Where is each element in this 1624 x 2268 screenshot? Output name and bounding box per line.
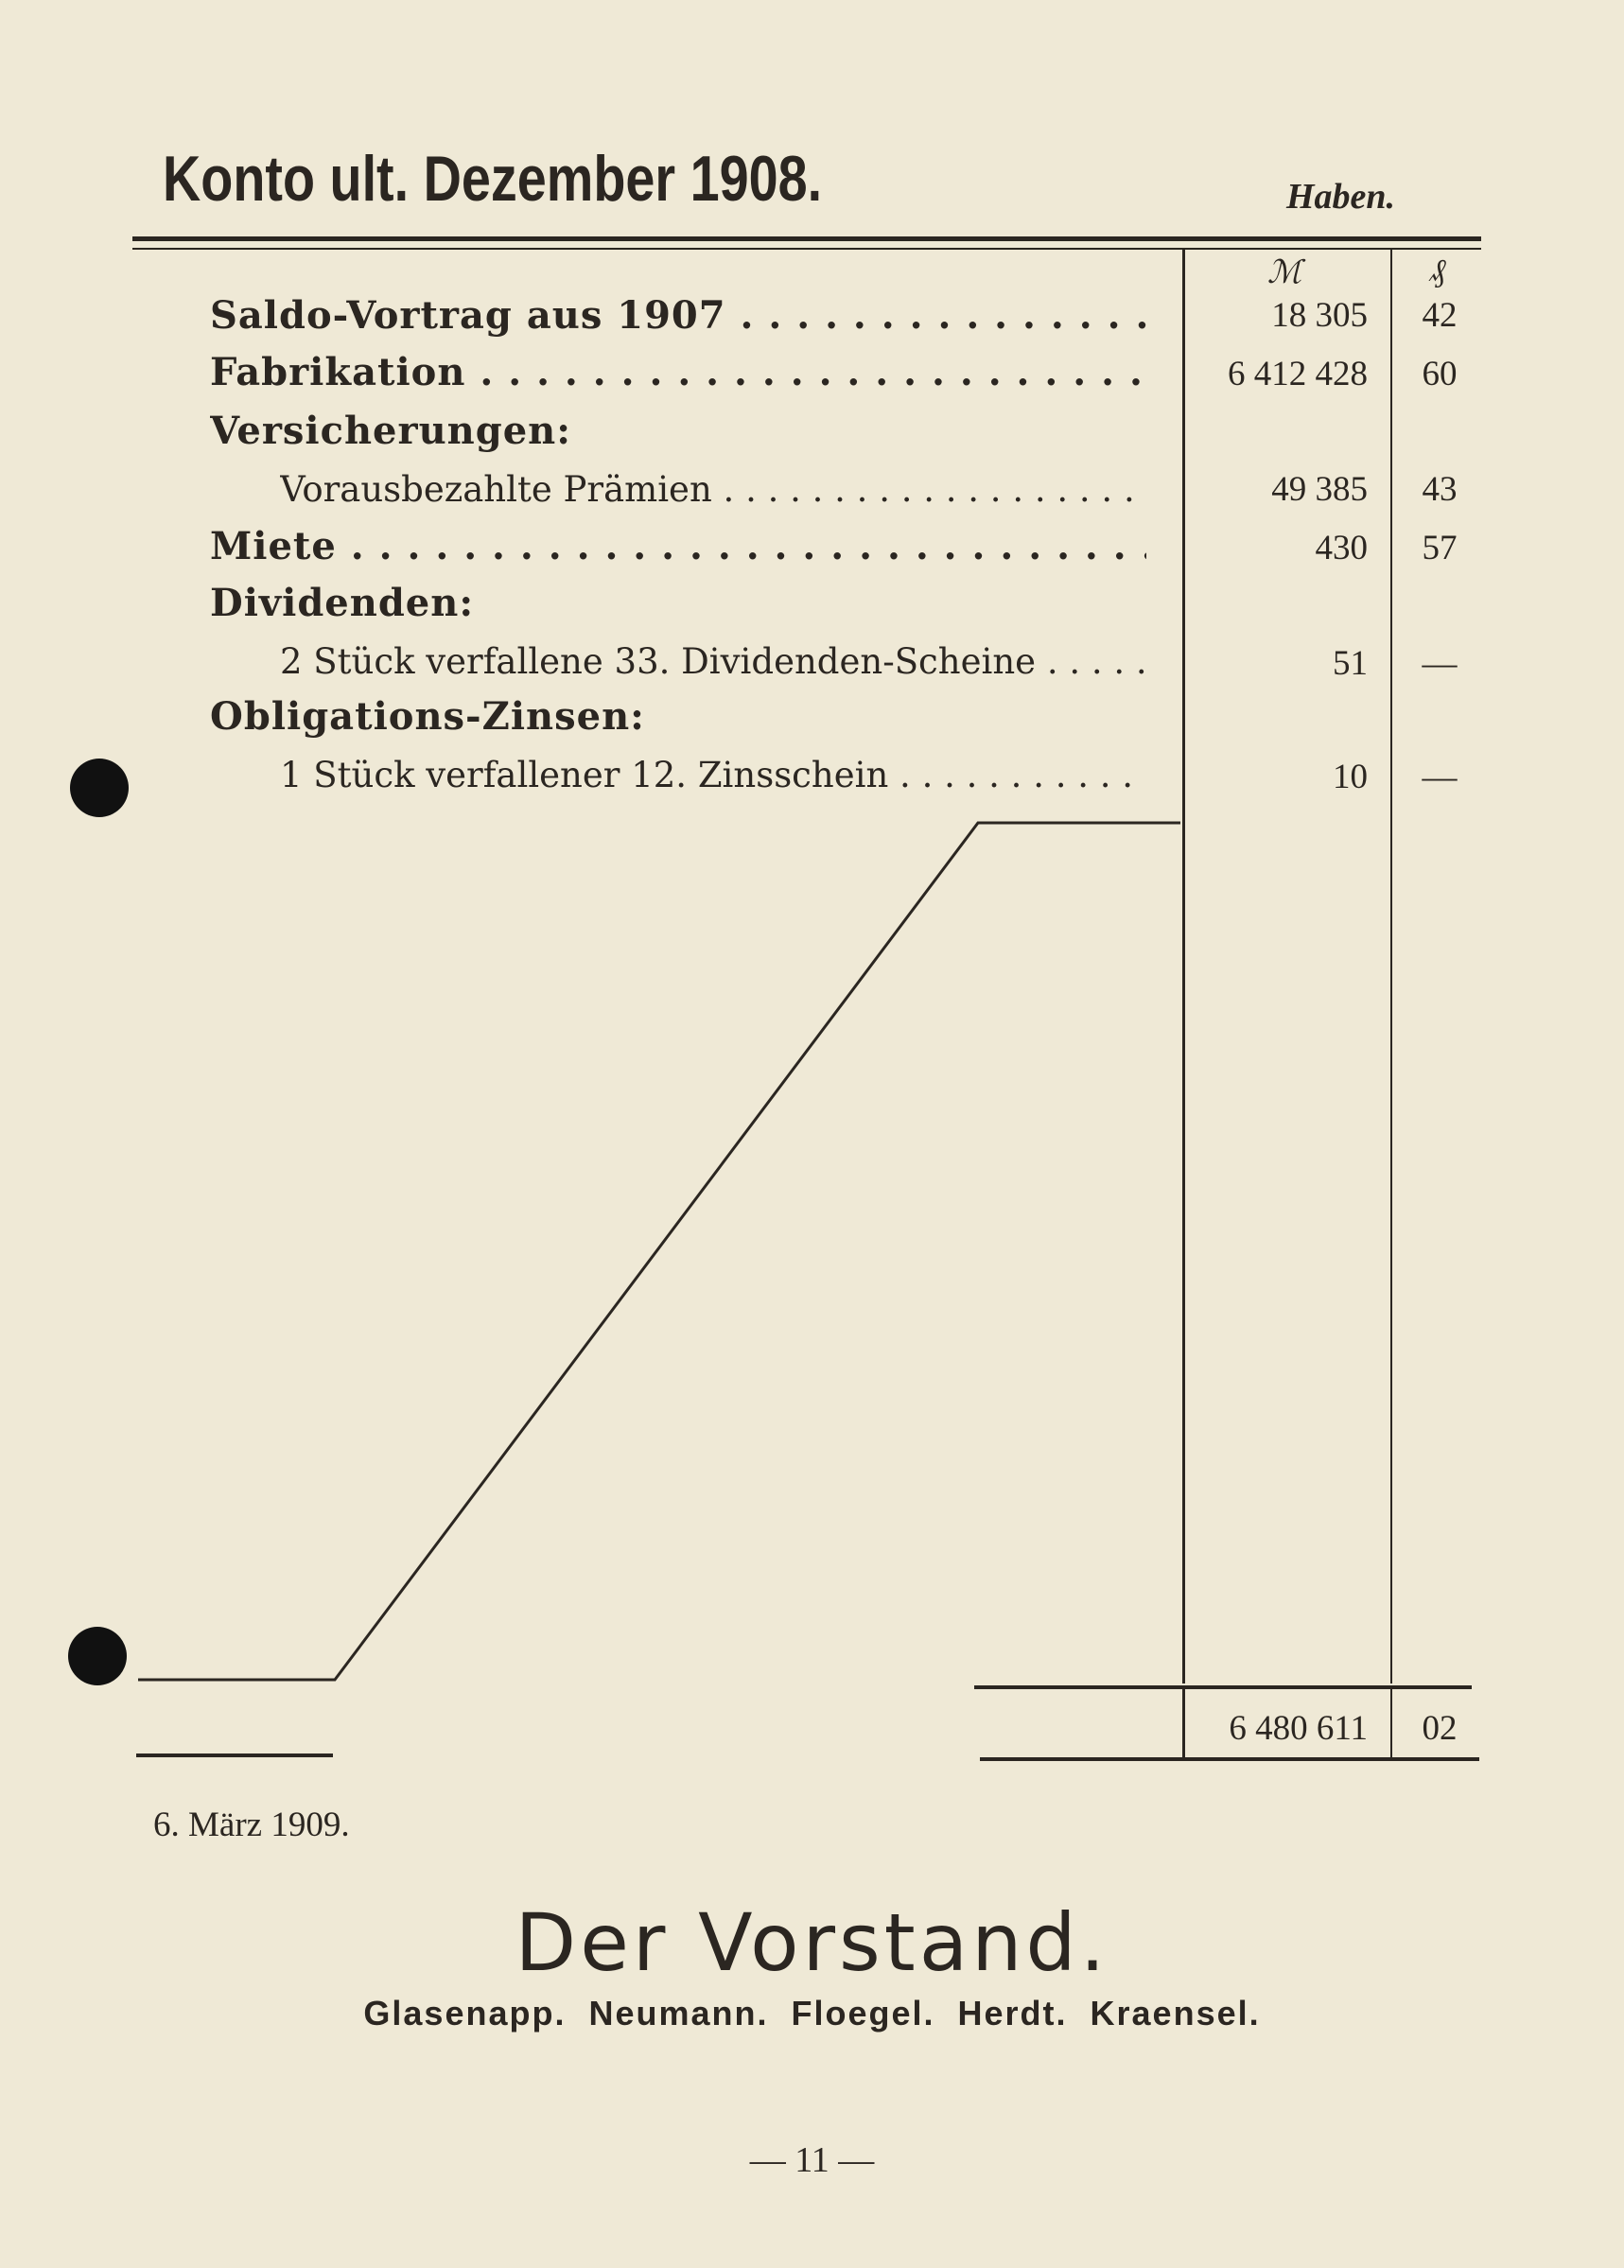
entry-heading: Dividenden: bbox=[210, 581, 475, 625]
entry-pf: — bbox=[1422, 758, 1458, 796]
entry-mark: 49 385 bbox=[1271, 470, 1368, 509]
board-title: Der Vorstand. bbox=[515, 1896, 1109, 1989]
entry-label: Saldo-Vortrag aus 1907 . . . bbox=[210, 293, 1146, 346]
total-pf: 02 bbox=[1422, 1709, 1458, 1748]
entry-pf: 60 bbox=[1422, 355, 1458, 393]
entry-pf: 43 bbox=[1422, 470, 1458, 509]
page-title: Konto ult. Dezember 1908. bbox=[163, 143, 823, 215]
entry-mark: 51 bbox=[1333, 644, 1368, 683]
total-rule-bottom bbox=[980, 1757, 1479, 1761]
entry-label: Miete . . . bbox=[210, 524, 1146, 577]
entry-heading: Versicherungen: bbox=[210, 409, 571, 453]
entry-mark: 10 bbox=[1333, 758, 1368, 796]
left-rule-bottom bbox=[136, 1753, 333, 1757]
total-rule-top bbox=[974, 1685, 1472, 1689]
entry-mark: 18 305 bbox=[1271, 296, 1368, 335]
punch-hole bbox=[70, 759, 129, 817]
entry-label: Fabrikation . . . bbox=[210, 350, 1146, 403]
page-number: — 11 — bbox=[749, 2140, 875, 2180]
signatories: Glasenapp. Neumann. Floegel. Herdt. Kraensel. bbox=[363, 1994, 1261, 2032]
entry-pf: 42 bbox=[1422, 296, 1458, 335]
date: 6. März 1909. bbox=[153, 1806, 350, 1844]
entry-heading: Obligations-Zinsen: bbox=[210, 694, 645, 739]
entry-pf: — bbox=[1422, 644, 1458, 683]
entry-mark: 6 412 428 bbox=[1228, 355, 1368, 393]
total-mark: 6 480 611 bbox=[1229, 1709, 1368, 1748]
punch-hole bbox=[68, 1627, 127, 1685]
entry-label: 1 Stück verfallener 12. Zinsschein . . . bbox=[280, 755, 1146, 808]
side-label: Haben. bbox=[1286, 177, 1396, 217]
entry-pf: 57 bbox=[1422, 529, 1458, 567]
column-header-pf: ₰ bbox=[1429, 253, 1446, 288]
column-header-mark: ℳ bbox=[1266, 255, 1302, 290]
entry-mark: 430 bbox=[1315, 529, 1368, 567]
entry-label: Vorausbezahlte Prämien . . . bbox=[280, 469, 1146, 522]
entry-label: 2 Stück verfallene 33. Dividenden-Scheine . . . bbox=[280, 641, 1146, 694]
